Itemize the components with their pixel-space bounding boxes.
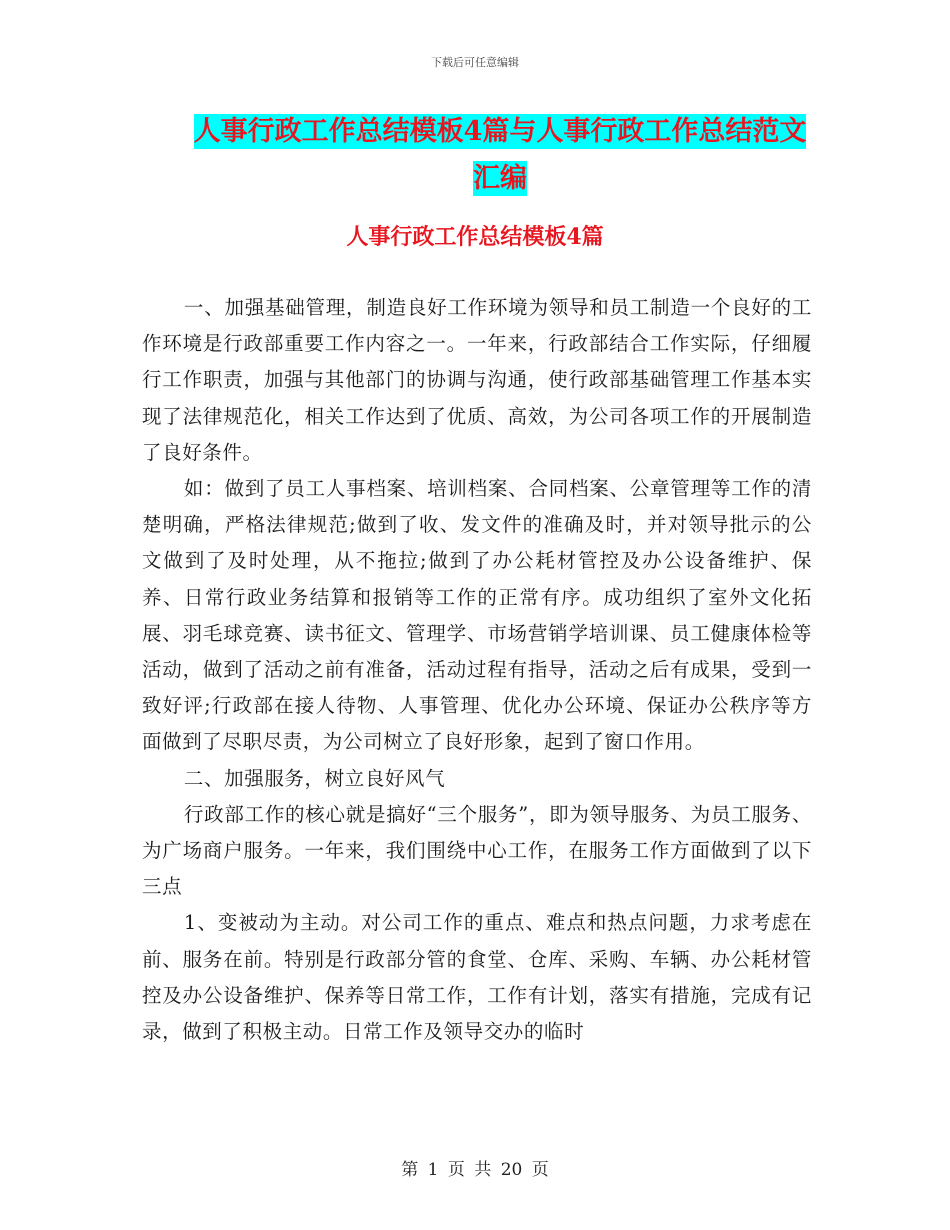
paragraph: 1、变被动为主动。对公司工作的重点、难点和热点问题，力求考虑在前、服务在前。特别是行政部分管的食堂、仓库、采购、车辆、办公耗材管控及办公设备维护、保养等日常工作，工作有计划，落实有措施，完成有记录，做到了积极主动。日常工作及领导交办的临时 [142, 911, 812, 1044]
document-title [150, 108, 850, 202]
document-title-line1: 人事行政工作总结模板4篇与人事行政工作总结范文 [193, 116, 807, 147]
paragraph: 一、加强基础管理，制造良好工作环境为领导和员工制造一个良好的工作环境是行政部重要工作内容之一。一年来，行政部结合工作实际，仔细履行工作职责，加强与其他部门的协调与沟通，使行政部基础管理工作基本实现了法律规范化，相关工作达到了优质、高效，为公司各项工作的开展制造了良好条件。 [142, 296, 812, 464]
document-title-line2: 汇编 [473, 163, 527, 194]
section-title: 人事行政工作总结模板4篇 [346, 224, 604, 250]
page-number: 第 1 页 共 20 页 [401, 1160, 549, 1180]
paragraph: 行政部工作的核心就是搞好“三个服务”，即为领导服务、为员工服务、为广场商户服务。一年来，我们围绕中心工作，在服务工作方面做到了以下三点 [142, 802, 812, 899]
page-header-note: 下载后可任意编辑 [431, 56, 519, 69]
paragraph: 如：做到了员工人事档案、培训档案、合同档案、公章管理等工作的清楚明确，严格法律规范;做到了收、发文件的准确及时，并对领导批示的公文做到了及时处理，从不拖拉;做到了办公耗材管控及办公设备维护、保养、日常行政业务结算和报销等工作的正常有序。成功组织了室外文化拓展、羽毛球竞赛、读书征文、管理学、市场营销学培训课、员工健康体检等活动，做到了活动之前有准备，活动过程有指导，活动之后有成果，受到一致好评;行政部在接人待物、人事管理、优化办公环境、保证办公秩序等方面做到了尽职尽责，为公司树立了良好形象，起到了窗口作用。 [142, 477, 812, 754]
paragraph: 二、加强服务，树立良好风气 [183, 766, 446, 790]
document-body [142, 290, 812, 1050]
